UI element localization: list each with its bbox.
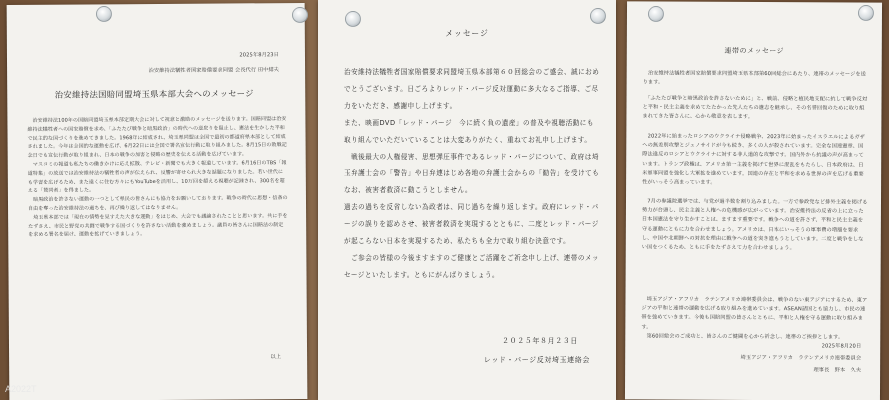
- center-signature: レッド・パージ反対埼玉連絡会: [483, 356, 590, 364]
- center-pushpin-2: [590, 8, 606, 24]
- center-message-sheet: [318, 0, 616, 400]
- right-date: 2025年8月20日: [821, 343, 862, 350]
- right-pushpin-1: [648, 6, 664, 22]
- right-pushpin-2: [858, 5, 874, 21]
- center-pushpin-1: [345, 11, 361, 27]
- center-date: ２０２５年８月２３日: [502, 337, 578, 345]
- center-heading: メッセージ: [445, 29, 489, 38]
- right-org: 埼玉アジア・アフリカ ラテンアメリカ連帯委員会: [740, 354, 862, 362]
- right-para-1: 2022年に始まったロシアのウクライナ侵略戦争、2023年に始まったイスラエルによるガザへの無差別攻撃とジェノサイドが今も続き、多くの人が殺されています。完全な国連憲章、国際法違反のロシアとウクライナに対する非人道的な攻撃です。国内外から抗議の声が高まっています。トランプ政権は、アメリカ第一主義を掲げて世界に混乱をもたらし、日本政府は、日米軍事同盟を強化し大軍拡を進めています。国連の存在と平和を求める世界の声を広げる重要性がいっそう高まっています。: [642, 133, 865, 186]
- right-quote: 「ふたたび戦争と暗黒政治を許さないために」と、戦前、侵略と植民地支配に抗して戦争反対と平和・民主主義を求めてたたかった先人たちの遺志を継承し、その名誉回復のために取り組まれてきた皆さんに、心から敬意を表します。: [642, 95, 868, 121]
- right-para-2: 7月の参議院選挙では、与党が過半数を割り込みました。一方で参政党など排外主義を掲げる勢力が台頭し、民主主義と人権への危機感が広がっています。治安維持法の反省の上に立った日本国憲法を守り生かすことは、ますます重要です。戦争への道を許さず、平和と民主主義を守る運動にともに力を合わせましょう。アメリカは、日本にいっそうの軍事費の増額を要求し、中国や北朝鮮への対抗を理由に戦争への道を突き進もうとしています。二度と戦争をしない国をつくるため、ともに手をたずさえて力を合わせましょう。: [641, 198, 868, 252]
- center-body: 治安維持法犠牲者国家賠償要求同盟埼玉県本部第６０回総会のご盛会、誠におめでとうございます。日ごろよりレッド・パージ反対運動に多大なるご指導、ご尽力をいただき、感謝申し上げます。 また、映画DVD「レッド・パージ 今に続く負の遺産」の普及や視聴活動にも取り組んでいただいていることは大変ありがたく、重ねてお礼申し上げます。 戦後最大の人権侵害、思想弾圧事件であるレッド・パージについて、政府は埼玉弁護士会の「警告」や日弁連はじめ各地の弁護士会からの「勧告」を受けてもなお、被害者救済に動こうとしません。 過去の過ちを反省しない為政者は、同じ過ちを繰り返します。政府にレッド・パージの誤りを認めさせ、被害者救済を実現するとともに、二度とレッド・パージが起こらない日本を実現するため、私たちも全力で取り組む決意です。 ご参会の皆様の今後ますますのご健康とご活躍をご祈念申し上げ、連帯のメッセージといたします。ともにがんばりましょう。: [344, 68, 600, 279]
- left-pushpin-2: [292, 7, 308, 23]
- left-sender: 治安維持法犠牲者国家賠償要求同盟 会長代行 田中緋夫: [148, 67, 280, 75]
- left-pushpin-1: [96, 6, 112, 22]
- left-title: 治安維持法国賠同盟埼玉県本部大会へのメッセージ: [54, 88, 254, 100]
- photo-watermark: A2022T: [5, 384, 37, 394]
- right-message-sheet: [625, 1, 882, 400]
- right-representative: 理事長 野本 久夫: [813, 367, 862, 374]
- left-closing: 以上: [270, 354, 282, 361]
- left-body: 治安維持法100年の国賠同盟埼玉県本部定期大会に対して祝意と激励のメッセージを送ります。国賠同盟は治安維持法犠牲者への国家賠償を求め、「ふたたび戦争と暗黒政治」の時代への逆戻りを阻止し、憲法を生かした平和で民主的な国づくりを進めてきました。1968年に結成され、埼玉県同盟は全国で最初の都道府県本部として結成されました。今年は全国的な運動を広げ、6月22日には全国で署名宣伝行動に取り組みました。8月15日の敗戦記念日でも宣伝行動が取り組まれ、日本の戦争の加害と侵略の歴史を伝える活動を広げています。 マスコミの報道も私たちの働きかけに応え拡散、テレビ・新聞でも大きく報道しています。6月16日のTBS「報道特集」の放送では治安維持法の犠牲者の声が伝えられ、反響が寄せられ大きな話題になりました。若い世代にも学習を広げるため、また遠くに住む方々にもYouTubeを活用し、10万回を超える視聴が記録され、300名を超える「賛同者」を得ました。 暗黒政治を許さない運動の一つとして県民の皆さんにも協力をお願いしております。戦争の時代に思想・信条の自由を奪った治安維持法の過ちを、再び繰り返してはなりません。 埼玉県本部では「現在の情勢を見すえた大きな運動」をはじめ、大会でも議論されたことと思います。共に手をたずさえ、市民と野党の共闘で戦争する国づくりを許さない活動を強めましょう。議員の皆さんに国賠法の制定を求める署名を届け、運動を拡げていきましょう。: [27, 116, 288, 239]
- left-date: 2025年8月23日: [239, 52, 279, 59]
- right-para-3: 埼玉アジア・アフリカ ラテンアメリカ連帯委員会は、戦争のない東アジアにするため、東アジアの平和と連帯の運動を広げる取り組みを進めています。ASEAN諸国とも協力し、市民の連帯を強めていきます。今後も国賠同盟の皆さんとともに、平和と人権を守る運動に取り組みます。 第60回総会のご成功と、皆さんのご健闘を心から祈念し、連帯のご挨拶とします。: [641, 296, 868, 341]
- left-message-sheet: [7, 3, 308, 400]
- right-intro: 治安維持法犠牲者国家賠償要求同盟埼玉県本部第60回総会にあたり、連帯のメッセージを送ります。: [642, 70, 866, 86]
- right-heading: 連帯のメッセージ: [724, 46, 785, 56]
